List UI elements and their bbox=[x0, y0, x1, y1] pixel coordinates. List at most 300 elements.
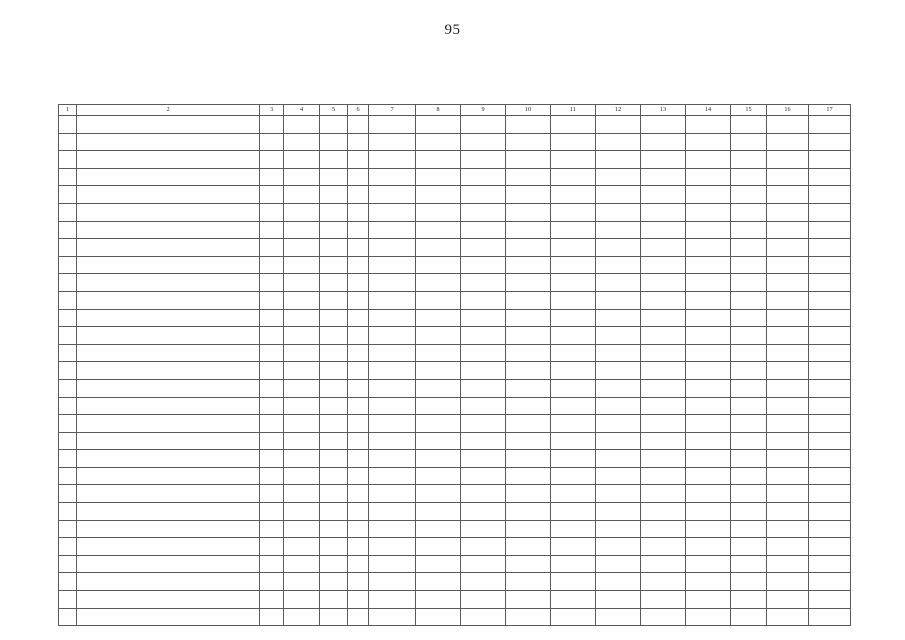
table-cell bbox=[59, 239, 77, 257]
table-cell bbox=[461, 520, 506, 538]
table-cell bbox=[260, 467, 284, 485]
table-cell bbox=[551, 291, 596, 309]
table-cell bbox=[260, 291, 284, 309]
table-cell bbox=[348, 415, 369, 433]
table-cell bbox=[348, 291, 369, 309]
column-number: 8 bbox=[416, 105, 461, 116]
table-cell bbox=[641, 503, 686, 521]
column-number: 10 bbox=[506, 105, 551, 116]
table-cell bbox=[596, 221, 641, 239]
table-cell bbox=[809, 397, 851, 415]
table-row bbox=[59, 256, 851, 274]
table-cell bbox=[284, 415, 320, 433]
table-row bbox=[59, 133, 851, 151]
table-cell bbox=[320, 327, 348, 345]
table-cell bbox=[77, 168, 260, 186]
table-cell bbox=[369, 467, 416, 485]
table-cell bbox=[348, 467, 369, 485]
table-cell bbox=[767, 116, 809, 134]
table-cell bbox=[416, 538, 461, 556]
table-row bbox=[59, 520, 851, 538]
table-cell bbox=[260, 538, 284, 556]
table-cell bbox=[641, 221, 686, 239]
table-cell bbox=[77, 239, 260, 257]
table-cell bbox=[77, 485, 260, 503]
table-cell bbox=[348, 362, 369, 380]
table-cell bbox=[731, 520, 767, 538]
table-cell bbox=[77, 116, 260, 134]
column-number: 7 bbox=[369, 105, 416, 116]
table-cell bbox=[686, 168, 731, 186]
table-cell bbox=[59, 432, 77, 450]
table-cell bbox=[641, 168, 686, 186]
table-cell bbox=[506, 327, 551, 345]
table-cell bbox=[551, 309, 596, 327]
column-number-row bbox=[59, 105, 851, 116]
table-cell bbox=[596, 133, 641, 151]
table-cell bbox=[77, 274, 260, 292]
table-cell bbox=[369, 450, 416, 468]
table-cell bbox=[686, 397, 731, 415]
table-cell bbox=[284, 291, 320, 309]
table-cell bbox=[767, 327, 809, 345]
table-cell bbox=[348, 608, 369, 626]
table-cell bbox=[320, 485, 348, 503]
table-cell bbox=[767, 520, 809, 538]
table-cell bbox=[320, 274, 348, 292]
table-cell bbox=[641, 538, 686, 556]
table-row bbox=[59, 239, 851, 257]
table-cell bbox=[320, 151, 348, 169]
table-cell bbox=[77, 309, 260, 327]
table-row bbox=[59, 116, 851, 134]
table-cell bbox=[369, 415, 416, 433]
table-cell bbox=[77, 133, 260, 151]
table-cell bbox=[686, 221, 731, 239]
table-cell bbox=[506, 362, 551, 380]
table-cell bbox=[506, 520, 551, 538]
table-cell bbox=[686, 503, 731, 521]
table-cell bbox=[641, 608, 686, 626]
table-cell bbox=[369, 203, 416, 221]
table-cell bbox=[59, 274, 77, 292]
table-cell bbox=[59, 151, 77, 169]
table-cell bbox=[686, 379, 731, 397]
table-cell bbox=[731, 116, 767, 134]
table-cell bbox=[809, 274, 851, 292]
table-cell bbox=[596, 362, 641, 380]
column-number: 11 bbox=[551, 105, 596, 116]
table-cell bbox=[686, 186, 731, 204]
table-cell bbox=[284, 344, 320, 362]
table-cell bbox=[369, 608, 416, 626]
table-cell bbox=[641, 520, 686, 538]
table-cell bbox=[461, 608, 506, 626]
table-cell bbox=[59, 221, 77, 239]
table-cell bbox=[59, 291, 77, 309]
table-cell bbox=[596, 291, 641, 309]
table-cell bbox=[284, 538, 320, 556]
table-cell bbox=[551, 485, 596, 503]
table-cell bbox=[809, 485, 851, 503]
table-cell bbox=[767, 239, 809, 257]
table-cell bbox=[506, 467, 551, 485]
table-cell bbox=[461, 485, 506, 503]
table-cell bbox=[686, 415, 731, 433]
table-cell bbox=[461, 151, 506, 169]
table-cell bbox=[416, 397, 461, 415]
table-cell bbox=[59, 203, 77, 221]
table-cell bbox=[551, 168, 596, 186]
table-cell bbox=[461, 327, 506, 345]
table-row bbox=[59, 151, 851, 169]
table-cell bbox=[551, 573, 596, 591]
table-cell bbox=[641, 379, 686, 397]
table-cell bbox=[767, 467, 809, 485]
table-cell bbox=[596, 151, 641, 169]
table-cell bbox=[506, 503, 551, 521]
table-cell bbox=[77, 397, 260, 415]
table-cell bbox=[59, 538, 77, 556]
table-cell bbox=[767, 344, 809, 362]
table-cell bbox=[641, 467, 686, 485]
table-cell bbox=[686, 467, 731, 485]
table-row bbox=[59, 415, 851, 433]
table-cell bbox=[686, 151, 731, 169]
table-cell bbox=[731, 327, 767, 345]
table-cell bbox=[731, 573, 767, 591]
table-cell bbox=[767, 221, 809, 239]
table-cell bbox=[260, 591, 284, 609]
table-cell bbox=[731, 503, 767, 521]
table-cell bbox=[260, 327, 284, 345]
table-cell bbox=[284, 239, 320, 257]
table-cell bbox=[731, 221, 767, 239]
table-cell bbox=[809, 168, 851, 186]
table-cell bbox=[809, 555, 851, 573]
table-cell bbox=[596, 520, 641, 538]
table-cell bbox=[369, 503, 416, 521]
table-cell bbox=[641, 116, 686, 134]
table-cell bbox=[416, 573, 461, 591]
table-cell bbox=[369, 116, 416, 134]
table-cell bbox=[731, 538, 767, 556]
table-cell bbox=[260, 573, 284, 591]
table-cell bbox=[506, 168, 551, 186]
table-cell bbox=[320, 379, 348, 397]
table-cell bbox=[731, 362, 767, 380]
table-cell bbox=[551, 362, 596, 380]
table-cell bbox=[59, 397, 77, 415]
table-cell bbox=[348, 503, 369, 521]
table-cell bbox=[348, 555, 369, 573]
table-cell bbox=[416, 327, 461, 345]
table-cell bbox=[767, 415, 809, 433]
table-cell bbox=[416, 344, 461, 362]
table-cell bbox=[596, 186, 641, 204]
table-cell bbox=[416, 133, 461, 151]
table-cell bbox=[767, 591, 809, 609]
table-cell bbox=[59, 591, 77, 609]
table-cell bbox=[596, 555, 641, 573]
table-cell bbox=[59, 608, 77, 626]
table-cell bbox=[767, 450, 809, 468]
table-cell bbox=[596, 274, 641, 292]
table-cell bbox=[320, 221, 348, 239]
table-cell bbox=[551, 239, 596, 257]
table-cell bbox=[461, 344, 506, 362]
table-cell bbox=[320, 397, 348, 415]
table-cell bbox=[416, 467, 461, 485]
table-cell bbox=[284, 221, 320, 239]
table-cell bbox=[506, 291, 551, 309]
table-cell bbox=[59, 344, 77, 362]
table-cell bbox=[348, 309, 369, 327]
table-cell bbox=[369, 520, 416, 538]
table-cell bbox=[260, 221, 284, 239]
table-cell bbox=[596, 608, 641, 626]
table-cell bbox=[260, 362, 284, 380]
table-cell bbox=[416, 415, 461, 433]
table-cell bbox=[369, 186, 416, 204]
table-cell bbox=[77, 503, 260, 521]
table-row bbox=[59, 203, 851, 221]
table-cell bbox=[641, 485, 686, 503]
table-cell bbox=[596, 573, 641, 591]
table-cell bbox=[461, 309, 506, 327]
table-cell bbox=[731, 256, 767, 274]
table-cell bbox=[461, 186, 506, 204]
table-cell bbox=[461, 203, 506, 221]
table-cell bbox=[320, 467, 348, 485]
table-cell bbox=[348, 256, 369, 274]
table-cell bbox=[731, 133, 767, 151]
table-cell bbox=[686, 327, 731, 345]
table-cell bbox=[461, 221, 506, 239]
table-cell bbox=[77, 573, 260, 591]
table-cell bbox=[348, 538, 369, 556]
table-cell bbox=[320, 503, 348, 521]
table-cell bbox=[686, 133, 731, 151]
table-row bbox=[59, 608, 851, 626]
table-cell bbox=[767, 397, 809, 415]
table-cell bbox=[809, 538, 851, 556]
table-cell bbox=[506, 379, 551, 397]
table-cell bbox=[461, 573, 506, 591]
table-cell bbox=[767, 168, 809, 186]
table-cell bbox=[506, 239, 551, 257]
table-cell bbox=[320, 186, 348, 204]
table-cell bbox=[260, 485, 284, 503]
table-cell bbox=[506, 432, 551, 450]
table-cell bbox=[284, 362, 320, 380]
table-row bbox=[59, 397, 851, 415]
table-cell bbox=[348, 520, 369, 538]
table-cell bbox=[686, 591, 731, 609]
table-cell bbox=[596, 116, 641, 134]
table-cell bbox=[416, 186, 461, 204]
table-cell bbox=[506, 450, 551, 468]
table-cell bbox=[369, 573, 416, 591]
table-cell bbox=[809, 520, 851, 538]
table-cell bbox=[320, 608, 348, 626]
table-cell bbox=[416, 256, 461, 274]
table-cell bbox=[59, 485, 77, 503]
table-cell bbox=[731, 608, 767, 626]
table-cell bbox=[686, 291, 731, 309]
table-cell bbox=[416, 203, 461, 221]
table-cell bbox=[77, 186, 260, 204]
table-cell bbox=[348, 186, 369, 204]
table-cell bbox=[461, 274, 506, 292]
table-cell bbox=[284, 168, 320, 186]
table-cell bbox=[686, 274, 731, 292]
table-cell bbox=[686, 555, 731, 573]
table-cell bbox=[59, 362, 77, 380]
table-cell bbox=[731, 397, 767, 415]
table-cell bbox=[416, 151, 461, 169]
table-cell bbox=[809, 239, 851, 257]
table-cell bbox=[369, 591, 416, 609]
table-row bbox=[59, 555, 851, 573]
table-cell bbox=[506, 608, 551, 626]
table-cell bbox=[506, 591, 551, 609]
table-cell bbox=[731, 555, 767, 573]
table-cell bbox=[260, 116, 284, 134]
table-cell bbox=[77, 450, 260, 468]
table-cell bbox=[731, 467, 767, 485]
table-cell bbox=[596, 485, 641, 503]
table-cell bbox=[731, 151, 767, 169]
table-cell bbox=[551, 415, 596, 433]
table-cell bbox=[809, 467, 851, 485]
table-cell bbox=[686, 239, 731, 257]
table-cell bbox=[416, 555, 461, 573]
table-cell bbox=[686, 116, 731, 134]
table-cell bbox=[369, 274, 416, 292]
table-cell bbox=[416, 221, 461, 239]
table-cell bbox=[416, 291, 461, 309]
table-cell bbox=[348, 379, 369, 397]
table-cell bbox=[461, 432, 506, 450]
table-cell bbox=[809, 309, 851, 327]
table-cell bbox=[641, 573, 686, 591]
table-cell bbox=[416, 168, 461, 186]
table-cell bbox=[284, 116, 320, 134]
table-cell bbox=[461, 538, 506, 556]
table-cell bbox=[809, 432, 851, 450]
table-cell bbox=[641, 555, 686, 573]
table-cell bbox=[809, 221, 851, 239]
table-cell bbox=[348, 116, 369, 134]
table-cell bbox=[641, 327, 686, 345]
table-cell bbox=[59, 503, 77, 521]
table-cell bbox=[348, 327, 369, 345]
table-cell bbox=[77, 327, 260, 345]
table-cell bbox=[731, 450, 767, 468]
table-cell bbox=[686, 432, 731, 450]
table-cell bbox=[416, 591, 461, 609]
table-cell bbox=[731, 274, 767, 292]
table-row bbox=[59, 379, 851, 397]
table-cell bbox=[369, 291, 416, 309]
table-cell bbox=[506, 573, 551, 591]
table-cell bbox=[348, 573, 369, 591]
table-cell bbox=[320, 168, 348, 186]
table-cell bbox=[284, 186, 320, 204]
table-cell bbox=[596, 415, 641, 433]
table-cell bbox=[320, 309, 348, 327]
table-cell bbox=[59, 116, 77, 134]
table-cell bbox=[320, 116, 348, 134]
column-number: 1 bbox=[59, 105, 77, 116]
table-row bbox=[59, 309, 851, 327]
table-cell bbox=[596, 503, 641, 521]
table-cell bbox=[77, 520, 260, 538]
table-cell bbox=[59, 256, 77, 274]
table-cell bbox=[59, 186, 77, 204]
table-cell bbox=[461, 362, 506, 380]
table-cell bbox=[767, 186, 809, 204]
table-cell bbox=[59, 450, 77, 468]
table-cell bbox=[320, 432, 348, 450]
table-cell bbox=[641, 432, 686, 450]
table-cell bbox=[461, 467, 506, 485]
table-cell bbox=[348, 591, 369, 609]
table-cell bbox=[59, 520, 77, 538]
table-cell bbox=[641, 415, 686, 433]
table-cell bbox=[260, 133, 284, 151]
table-cell bbox=[348, 397, 369, 415]
table-cell bbox=[506, 555, 551, 573]
table-row bbox=[59, 432, 851, 450]
table-cell bbox=[284, 432, 320, 450]
table-cell bbox=[348, 133, 369, 151]
column-number: 12 bbox=[596, 105, 641, 116]
table-cell bbox=[809, 151, 851, 169]
table-cell bbox=[320, 256, 348, 274]
table-cell bbox=[731, 168, 767, 186]
table-cell bbox=[260, 256, 284, 274]
table-cell bbox=[369, 538, 416, 556]
table-cell bbox=[320, 591, 348, 609]
table-cell bbox=[284, 151, 320, 169]
table-cell bbox=[596, 168, 641, 186]
table-cell bbox=[767, 485, 809, 503]
table-cell bbox=[506, 309, 551, 327]
table-row bbox=[59, 591, 851, 609]
table-row bbox=[59, 485, 851, 503]
table-cell bbox=[59, 555, 77, 573]
table-cell bbox=[284, 608, 320, 626]
table-cell bbox=[348, 450, 369, 468]
table-cell bbox=[416, 520, 461, 538]
table-cell bbox=[809, 362, 851, 380]
table-cell bbox=[59, 133, 77, 151]
table-cell bbox=[731, 344, 767, 362]
column-number: 9 bbox=[461, 105, 506, 116]
table-cell bbox=[686, 203, 731, 221]
table-cell bbox=[59, 467, 77, 485]
table-cell bbox=[596, 344, 641, 362]
table-cell bbox=[551, 432, 596, 450]
table-cell bbox=[77, 467, 260, 485]
table-cell bbox=[641, 362, 686, 380]
table-cell bbox=[767, 309, 809, 327]
table-cell bbox=[731, 291, 767, 309]
table-cell bbox=[506, 186, 551, 204]
table-cell bbox=[77, 379, 260, 397]
